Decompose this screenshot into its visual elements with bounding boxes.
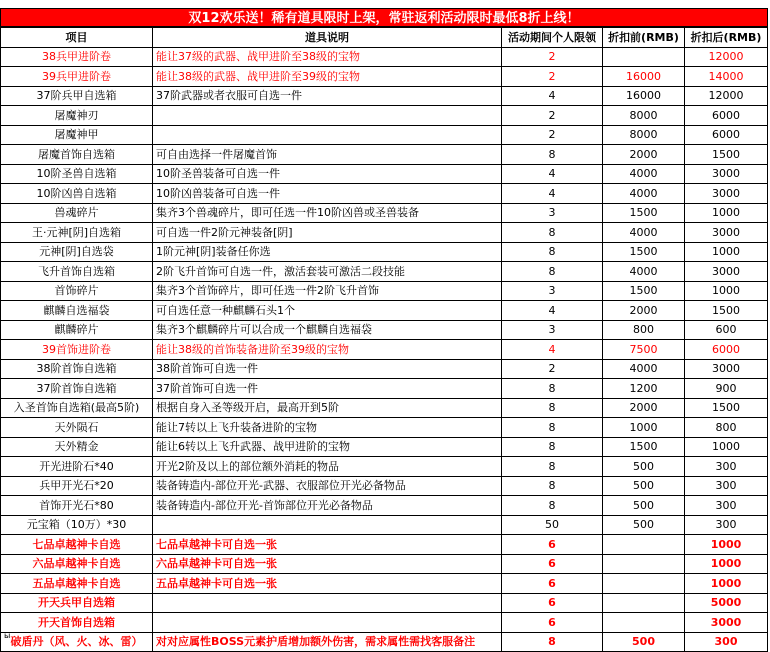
price-after-cell: 3000 [685,359,768,379]
price-after-cell: 300 [685,496,768,516]
table-row [1,554,768,574]
item-description-cell: 能让37级的武器、战甲进阶至38级的宝物 [153,47,502,67]
item-name-cell: 屠魔首饰自选箱 [1,145,153,165]
table-row [1,379,768,399]
table-row [1,125,768,145]
limit-cell: 6 [502,613,603,633]
item-name-cell: 38兵甲进阶卷 [1,47,153,67]
item-description-cell: 集齐3个兽魂碎片，即可任选一件10阶凶兽或圣兽装备 [153,203,502,223]
limit-cell: 8 [502,262,603,282]
price-after-cell: 1000 [685,554,768,574]
table-row [1,437,768,457]
table-row [1,535,768,555]
promo-banner: 双12欢乐送！稀有道具限时上架，常驻返利活动限时最低8折上线！ [0,8,768,27]
table-row [1,398,768,418]
item-name-cell: 王·元神[阴]自选箱 [1,223,153,243]
item-name-cell: 37阶兵甲自选箱 [1,86,153,106]
price-before-cell [603,593,685,613]
price-before-cell: 2000 [603,398,685,418]
price-before-cell: 8000 [603,106,685,126]
table-row [1,242,768,262]
item-name-cell: 五品卓越神卡自选 [1,574,153,594]
price-before-cell [603,574,685,594]
item-description-cell [153,593,502,613]
limit-cell: 8 [502,437,603,457]
limit-cell: 8 [502,242,603,262]
limit-cell: 4 [502,86,603,106]
item-name-cell: 开光进阶石*40 [1,457,153,477]
limit-cell: 6 [502,554,603,574]
item-name-cell: 37阶首饰自选箱 [1,379,153,399]
limit-cell: 8 [502,496,603,516]
item-description-cell: 对对应属性BOSS元素护盾增加额外伤害，需求属性需找客服备注 [153,632,502,652]
item-description-cell: 10阶凶兽装备可自选一件 [153,184,502,204]
limit-cell: 8 [502,632,603,652]
price-after-cell: 6000 [685,340,768,360]
table-row [1,223,768,243]
price-before-cell: 8000 [603,125,685,145]
item-description-cell: 能让38级的首饰装备进阶至39级的宝物 [153,340,502,360]
item-description-cell: 10阶圣兽装备可自选一件 [153,164,502,184]
item-name-cell: 天外陨石 [1,418,153,438]
item-name-cell: 39首饰进阶卷 [1,340,153,360]
table-row [1,203,768,223]
header-row [1,28,768,48]
price-after-cell: 300 [685,515,768,535]
header-limit: 活动期间个人限领 [502,28,603,48]
item-name-cell: 麒麟自选福袋 [1,301,153,321]
limit-cell: 2 [502,106,603,126]
item-name-cell: 屠魔神甲 [1,125,153,145]
item-name-cell: 首饰开光石*80 [1,496,153,516]
table-row [1,145,768,165]
item-description-cell: 能让38级的武器、战甲进阶至39级的宝物 [153,67,502,87]
item-name-cell: 飞升首饰自选箱 [1,262,153,282]
price-before-cell: 4000 [603,164,685,184]
limit-cell: 8 [502,223,603,243]
limit-cell: 6 [502,593,603,613]
item-name-cell: 10阶圣兽自选箱 [1,164,153,184]
price-before-cell: 4000 [603,359,685,379]
price-after-cell: 1000 [685,203,768,223]
table-row [1,262,768,282]
item-name-cell: 10阶凶兽自选箱 [1,184,153,204]
price-after-cell: 1000 [685,574,768,594]
price-before-cell: 500 [603,496,685,516]
item-description-cell: 开光2阶及以上的部位额外消耗的物品 [153,457,502,477]
price-before-cell: 4000 [603,184,685,204]
price-before-cell: 2000 [603,145,685,165]
price-before-cell: 2000 [603,301,685,321]
limit-cell: 8 [502,145,603,165]
limit-cell: 3 [502,320,603,340]
item-description-cell [153,613,502,633]
table-row [1,184,768,204]
price-after-cell: 600 [685,320,768,340]
price-before-cell: 500 [603,457,685,477]
limit-cell: 4 [502,164,603,184]
price-after-cell: 5000 [685,593,768,613]
limit-cell: 3 [502,281,603,301]
item-description-cell: 装备铸造内-部位开光-武器、衣服部位开光必备物品 [153,476,502,496]
cell-mark: ы [4,631,11,640]
price-after-cell: 300 [685,457,768,477]
price-before-cell [603,613,685,633]
price-before-cell: 16000 [603,67,685,87]
limit-cell: 8 [502,476,603,496]
item-name-cell: 开天兵甲自选箱 [1,593,153,613]
limit-cell: 2 [502,359,603,379]
table-row [1,496,768,516]
price-before-cell: 4000 [603,223,685,243]
limit-cell: 4 [502,301,603,321]
item-name-cell: 元神[阴]自选袋 [1,242,153,262]
price-before-cell: 1200 [603,379,685,399]
item-name-cell: 麒麟碎片 [1,320,153,340]
table-row [1,106,768,126]
limit-cell: 4 [502,340,603,360]
item-description-cell: 根据自身入圣等级开启，最高开到5阶 [153,398,502,418]
table-row [1,86,768,106]
item-description-cell: 可自选一件2阶元神装备[阴] [153,223,502,243]
item-description-cell: 2阶飞升首饰可自选一件，激活套装可激活二段技能 [153,262,502,282]
price-before-cell: 7500 [603,340,685,360]
item-description-cell: 六品卓越神卡可自选一张 [153,554,502,574]
price-after-cell: 300 [685,632,768,652]
price-after-cell: 900 [685,379,768,399]
item-name-cell: 天外精金 [1,437,153,457]
table-row [1,476,768,496]
header-price-after: 折扣后(RMB) [685,28,768,48]
item-description-cell: 可自由选择一件屠魔首饰 [153,145,502,165]
item-name-cell: 入圣首饰自选箱(最高5阶) [1,398,153,418]
header-description: 道具说明 [153,28,502,48]
item-name-cell: 38阶首饰自选箱 [1,359,153,379]
table-row [1,164,768,184]
item-name-cell: 39兵甲进阶卷 [1,67,153,87]
price-before-cell: 1500 [603,437,685,457]
item-name-cell: 首饰碎片 [1,281,153,301]
item-description-cell: 七品卓越神卡可自选一张 [153,535,502,555]
price-before-cell: 1500 [603,242,685,262]
table-row [1,67,768,87]
limit-cell: 6 [502,535,603,555]
price-before-cell: 500 [603,515,685,535]
item-description-cell: 能让7转以上飞升装备进阶的宝物 [153,418,502,438]
item-description-cell: 37阶武器或者衣服可自选一件 [153,86,502,106]
price-after-cell: 12000 [685,86,768,106]
sheet-bottom [0,632,768,640]
header-item: 项目 [1,28,153,48]
item-name-cell: 七品卓越神卡自选 [1,535,153,555]
price-after-cell: 1500 [685,301,768,321]
item-description-cell: 能让6转以上飞升武器、战甲进阶的宝物 [153,437,502,457]
limit-cell: 2 [502,67,603,87]
price-after-cell: 800 [685,418,768,438]
limit-cell: 2 [502,47,603,67]
price-after-cell: 12000 [685,47,768,67]
item-name-cell: 破盾丹（风、火、冰、雷） [1,632,153,652]
limit-cell: 2 [502,125,603,145]
price-before-cell: 1500 [603,281,685,301]
price-before-cell: 500 [603,476,685,496]
price-after-cell: 1000 [685,281,768,301]
price-before-cell: 500 [603,632,685,652]
item-description-cell [153,106,502,126]
item-name-cell: 兽魂碎片 [1,203,153,223]
item-name-cell: 屠魔神刃 [1,106,153,126]
price-after-cell: 1000 [685,535,768,555]
table-row [1,301,768,321]
price-after-cell: 6000 [685,125,768,145]
item-description-cell: 38阶首饰可自选一件 [153,359,502,379]
price-after-cell: 1500 [685,145,768,165]
item-description-cell: 集齐3个麒麟碎片可以合成一个麒麟自选福袋 [153,320,502,340]
table-row [1,418,768,438]
table-row [1,593,768,613]
limit-cell: 6 [502,574,603,594]
price-before-cell [603,47,685,67]
price-after-cell: 14000 [685,67,768,87]
table-row [1,320,768,340]
limit-cell: 8 [502,457,603,477]
limit-cell: 8 [502,398,603,418]
price-after-cell: 3000 [685,223,768,243]
item-description-cell: 五品卓越神卡可自选一张 [153,574,502,594]
limit-cell: 50 [502,515,603,535]
price-after-cell: 1000 [685,437,768,457]
limit-cell: 8 [502,379,603,399]
item-description-cell: 可自选任意一种麒麟石头1个 [153,301,502,321]
price-after-cell: 1000 [685,242,768,262]
table-row [1,281,768,301]
item-description-cell: 集齐3个首饰碎片，即可任选一件2阶飞升首饰 [153,281,502,301]
limit-cell: 3 [502,203,603,223]
item-description-cell: 装备铸造内-部位开光-首饰部位开光必备物品 [153,496,502,516]
price-after-cell: 300 [685,476,768,496]
price-before-cell [603,554,685,574]
table-row [1,340,768,360]
price-after-cell: 3000 [685,262,768,282]
table-row [1,515,768,535]
table-row [1,457,768,477]
price-before-cell: 1000 [603,418,685,438]
item-price-table [0,27,768,652]
price-after-cell: 1500 [685,398,768,418]
price-before-cell: 1500 [603,203,685,223]
item-description-cell [153,515,502,535]
table-row [1,613,768,633]
item-name-cell: 元宝箱（10万）*30 [1,515,153,535]
item-description-cell: 1阶元神[阴]装备任你选 [153,242,502,262]
item-description-cell: 37阶首饰可自选一件 [153,379,502,399]
limit-cell: 4 [502,184,603,204]
item-name-cell: 开天首饰自选箱 [1,613,153,633]
table-row [1,574,768,594]
price-before-cell: 4000 [603,262,685,282]
item-description-cell [153,125,502,145]
table-row [1,47,768,67]
limit-cell: 8 [502,418,603,438]
item-name-cell: 兵甲开光石*20 [1,476,153,496]
table-row [1,359,768,379]
price-after-cell: 3000 [685,184,768,204]
item-name-cell: 六品卓越神卡自选 [1,554,153,574]
price-before-cell [603,535,685,555]
price-after-cell: 3000 [685,613,768,633]
price-before-cell: 16000 [603,86,685,106]
price-after-cell: 6000 [685,106,768,126]
price-before-cell: 800 [603,320,685,340]
header-price-before: 折扣前(RMB) [603,28,685,48]
price-after-cell: 3000 [685,164,768,184]
